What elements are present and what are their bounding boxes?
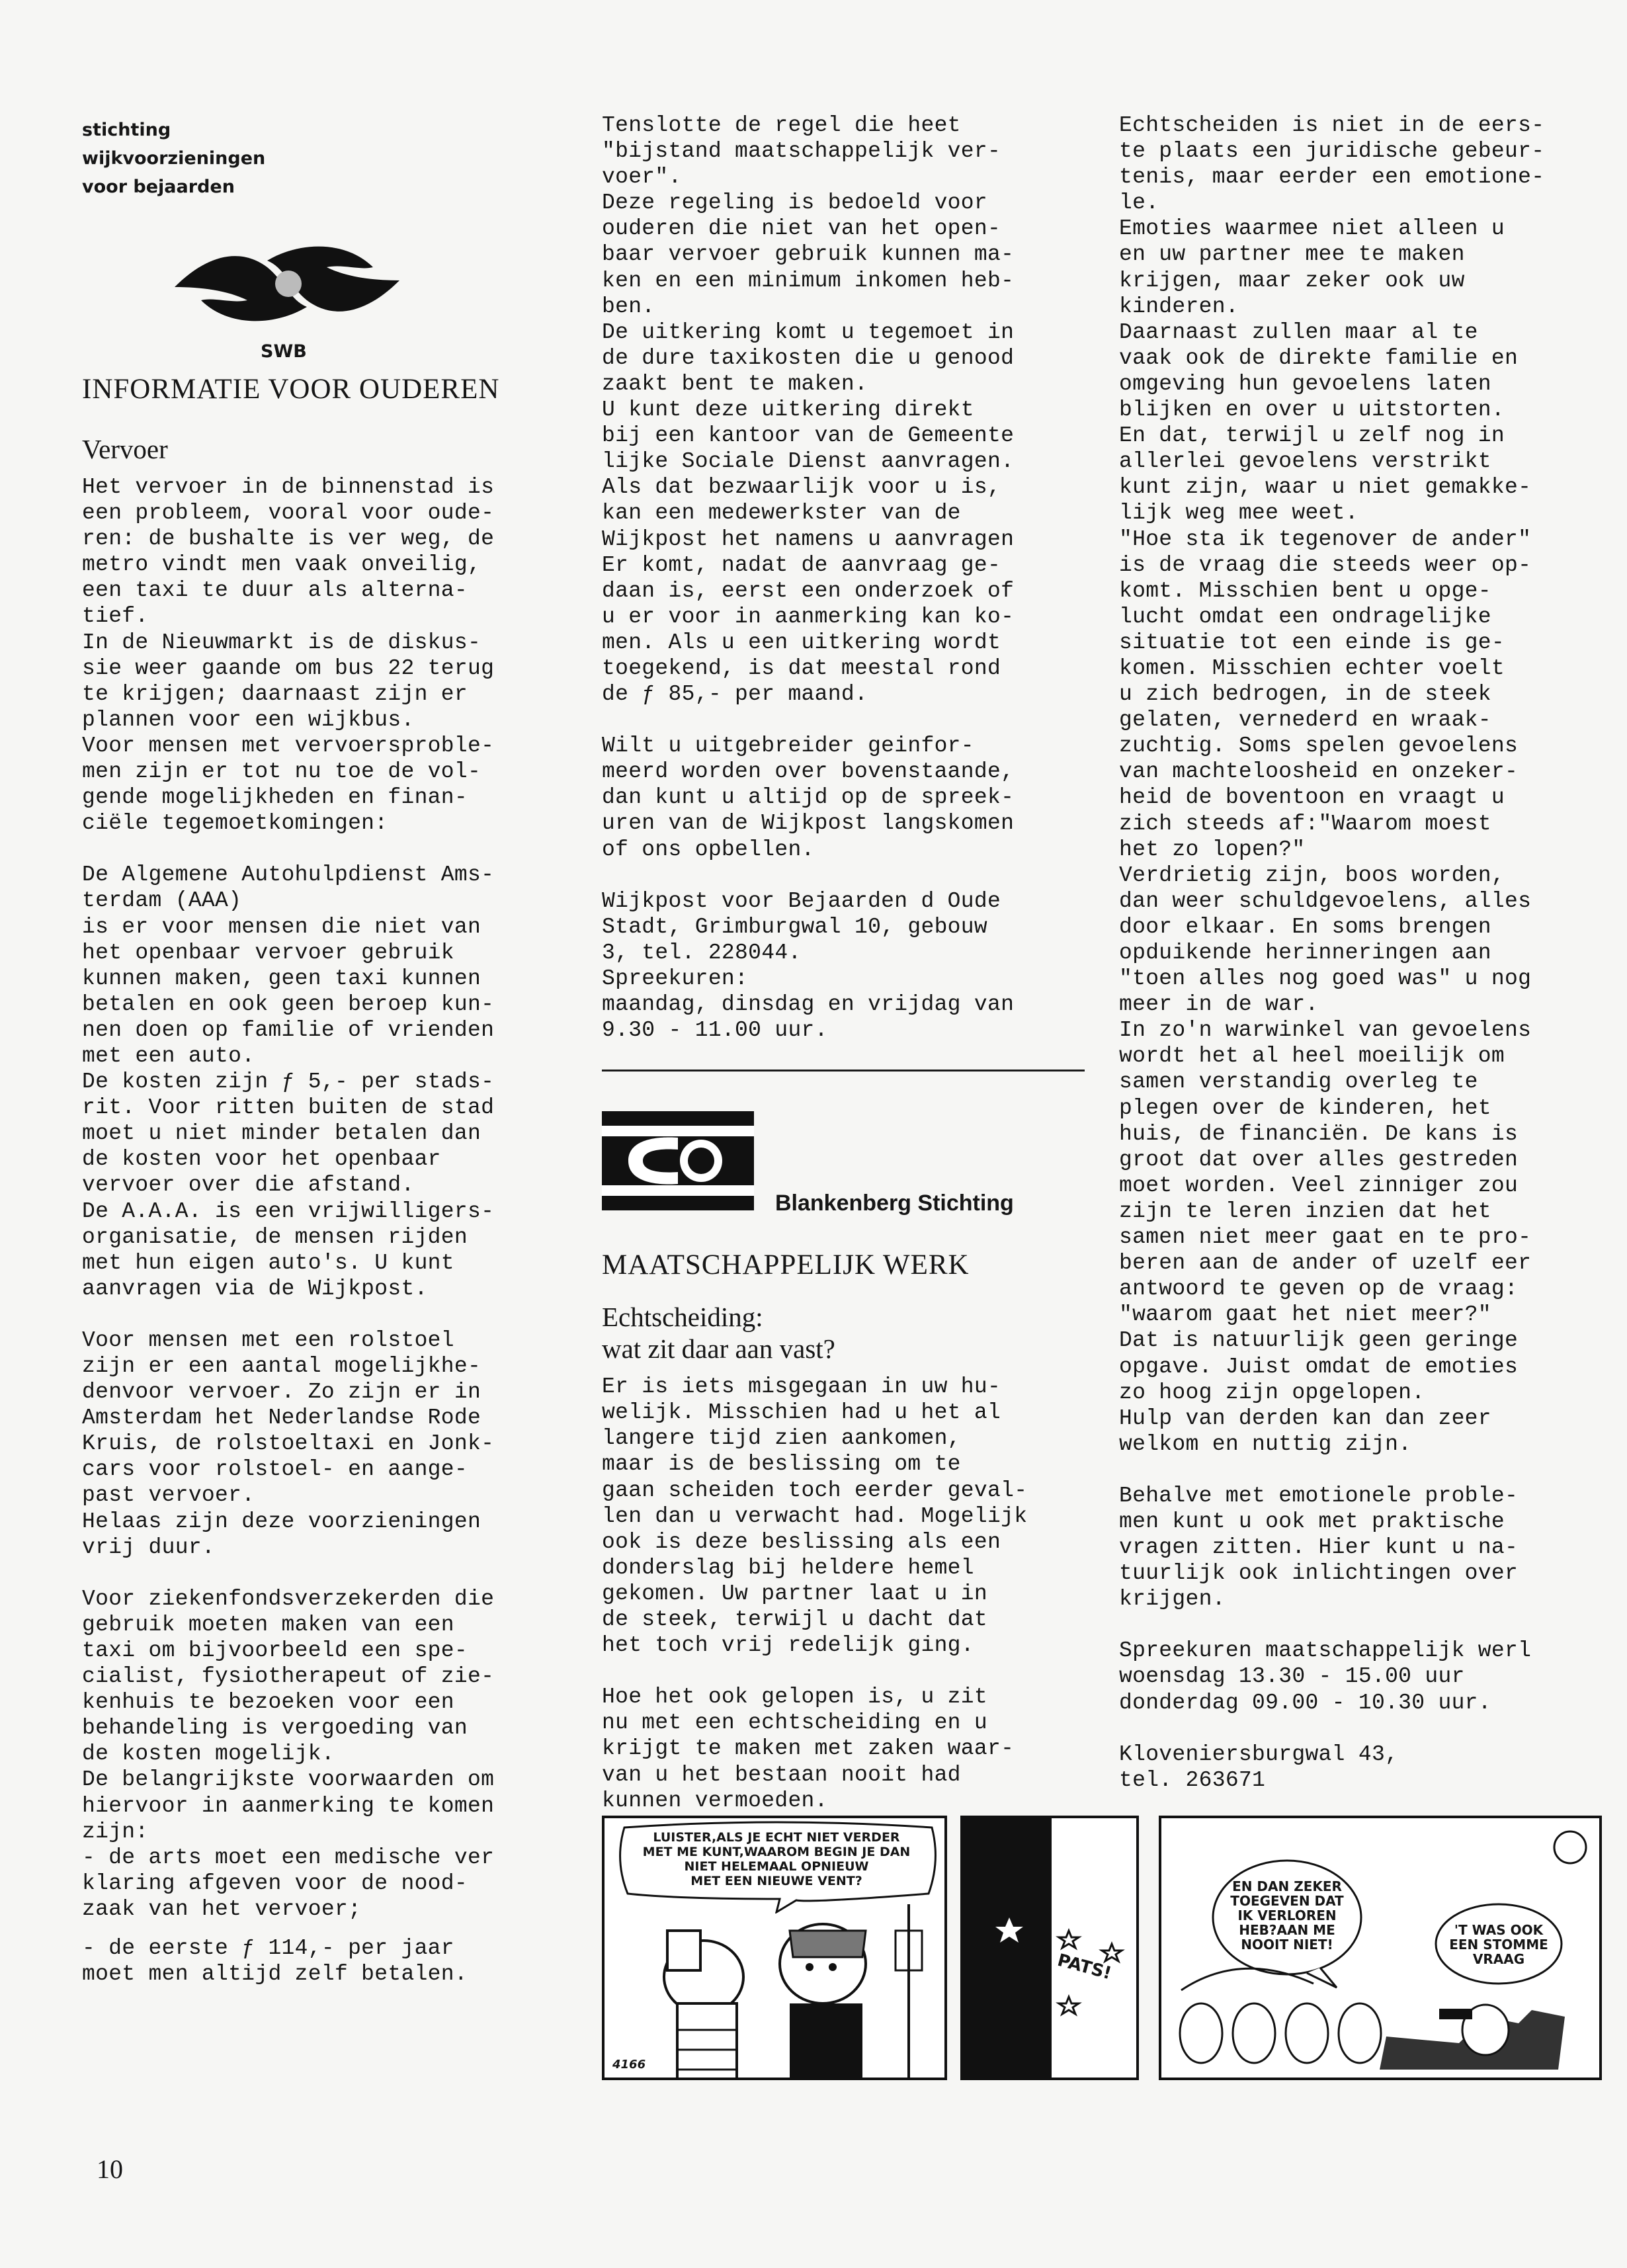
paragraph: Hoe het ook gelopen is, u zit nu met een echtscheiding en u krijgt te maken met zaken waar- van u het bestaan nooit had kunnen vermoeden. (602, 1685, 1015, 1813)
swb-logo-icon (168, 228, 406, 347)
stars-icon (963, 1818, 1139, 2080)
comic-characters-icon (605, 1904, 947, 2080)
column-2 (602, 112, 1085, 1814)
paragraph: De Algemene Autohulpdienst Ams- terdam (AAA) is er voor mensen die niet van het openbaar vervoer gebruik kunnen maken, geen taxi kunnen betalen en ook geen beroep kun- nen doen op familie of vrienden met een auto. De kosten zijn ƒ 5,- per stads- rit. Voor ritten buiten de stad moet u niet minder betalen dan de kosten voor het openbaar vervoer over die afstand. De A.A.A. is een vrijwilligers- organisatie, de mensen rijden met hun eigen auto's. U kunt aanvragen via de Wijkpost. (82, 862, 495, 1301)
paragraph: Wilt u uitgebreider geinfor- meerd worden over bovenstaande, dan kunt u altijd op de spreek- uren van de Wijkpost langskomen of ons opbellen. (602, 734, 1015, 862)
comic-balloon-3: 'T WAS OOK EEN STOMME VRAAG (1449, 1922, 1548, 1967)
paragraph: Het vervoer in de binnenstad is een probleem, vooral voor oude- ren: de bushalte is ver weg, de metro vindt men vaak onveilig, een taxi te duur als alterna- tief. In de Nieuwmarkt is de diskus- sie weer gaande om bus 22 terug te krijgen; daarnaast zijn er plannen voor een wijkbus. Voor mensen met vervoersproble- men zijn er tot nu toe de vol- gende mogelijkheden en finan- ciële tegemoetkomingen: (82, 475, 495, 836)
subheading-vervoer: Vervoer (82, 434, 168, 464)
comic-strip (602, 1816, 1602, 2081)
paragraph: Kloveniersburgwal 43, tel. 263671 (1119, 1742, 1399, 1792)
paragraph: Voor mensen met een rolstoel zijn er een aantal mogelijkhe- denvoor vervoer. Zo zijn er in Amsterdam het Nederlandse Rode Kruis, de rolstoeltaxi en Jonk- cars voor rolstoel- en aange- past vervoer. Helaas zijn deze voorzieningen vrij duur. (82, 1327, 495, 1560)
swb-logo-label: SWB (261, 341, 307, 362)
comic-panel-1 (602, 1816, 947, 2080)
comic-panel-3 (1159, 1816, 1602, 2080)
paragraph: Er is iets misgegaan in uw hu- welijk. Misschien had u het al langere tijd zien aankomen, maar is de beslissing om te gaan scheiden toch eerder geval- len dan u verwacht had. Mogelijk ook is deze beslissing als een donderslag bij heldere hemel gekomen. Uw partner laat u in de steek, terwijl u dacht dat het toch vrij redelijk ging. (602, 1374, 1028, 1658)
paragraph: Tenslotte de regel die heet "bijstand maatschappelijk ver- voer". Deze regeling is bedoeld voor ouderen die niet van het open- baar vervoer gebruik kunnen ma- ken en een minimum inkomen heb- ben. De uitkering komt u tegemoet in de dure taxikosten die u genood zaakt bent te maken. U kunt deze uitkering direkt bij een kantoor van de Gemeente lijke Sociale Dienst aanvragen. Als dat bezwaarlijk voor u is, kan een medewerkster van de Wijkpost het namens u aanvragen Er komt, nadat de aanvraag ge- daan is, eerst een onderzoek of u er voor in aanmerking kan ko- men. Als u een uitkering wordt toegekend, is dat meestal rond de ƒ 85,- per maand. (602, 113, 1015, 707)
paragraph: Spreekuren maatschappelijk werl woensdag 13.30 - 15.00 uur donderdag 09.00 - 10.30 uur. (1119, 1638, 1532, 1715)
paragraph: Voor ziekenfondsverzekerden die gebruik moeten maken van een taxi om bijvoorbeeld een spe- cialist, fysiotherapeut of zie- kenhuis te bezoeken voor een behandeling is vergoeding van de kosten mogelijk. De belangrijkste voorwaarden om hiervoor in aanmerking te komen zijn: - de arts moet een medische ver klaring afgeven voor de nood- zaak van het vervoer; (82, 1586, 495, 1921)
subheading-echtscheiding: Echtscheiding: wat zit daar aan vast? (602, 1302, 835, 1365)
comic-panel-2 (960, 1816, 1139, 2080)
swb-logo (82, 228, 565, 366)
paragraph: - de eerste ƒ 114,- per jaar moet men altijd zelf betalen. (82, 1935, 468, 1987)
comic-balloon-2: EN DAN ZEKER TOEGEVEN DAT IK VERLOREN HEB?AAN ME NOOIT NIET! (1230, 1878, 1344, 1953)
column-1 (82, 112, 565, 1987)
paragraph: Echtscheiden is niet in de eers- te plaats een juridische gebeur- tenis, maar eerder een emotione- le. Emoties waarmee niet alleen u en uw partner mee te maken krijgen, maar zeker ook uw kinderen. Daarnaast zullen maar al te vaak ook de direkte familie en omgeving hun gevoelens laten blijken en over u uitstorten. En dat, terwijl u zelf nog in allerlei gevoelens verstrikt kunt zijn, waar u niet gemakke- lijk weg mee weet. "Hoe sta ik tegenover de ander" is de vraag die steeds weer op- komt. Misschien bent u opge- lucht omdat een ondragelijke situatie tot een einde is ge- komen. Misschien echter voelt u zich bedrogen, in de steek gelaten, vernederd en wraak- zuchtig. Soms spelen gevoelens van machteloosheid en onzeker- heid de boventoon en vraagt u zich steeds af:"Waarom moest het zo lopen?" Verdrietig zijn, boos worden, dan weer schuldgevoelens, alles door elkaar. En soms brengen opduikende herinneringen aan "toen alles nog goed was" u nog meer in de war. In zo'n warwinkel van gevoelens wordt het al heel moeilijk om samen verstandig overleg te plegen over de kinderen, het huis, de financiën. De kans is groot dat over alles gestreden moet worden. Veel zinniger zou zijn te leren inzien dat het samen niet meer gaat en te pro- beren aan de ander of uzelf eer antwoord te geven op de vraag: "waarom gaat het niet meer?" Dat is natuurlijk geen geringe opgave. Juist omdat de emoties zo hoog zijn opgelopen. Hulp van derden kan dan zeer welkom en nuttig zijn. (1119, 113, 1545, 1456)
paragraph: Wijkpost voor Bejaarden d Oude Stadt, Grimburgwal 10, gebouw 3, tel. 228044. Spreekuren: maandag, dinsdag en vrijdag van 9.30 - 11.00 uur. (602, 888, 1015, 1043)
page-number: 10 (97, 2154, 123, 2184)
comic-sound: PATS! (1055, 1950, 1114, 1984)
section-title-maatschappelijk: MAATSCHAPPELIJK WERK (602, 1249, 970, 1281)
comic-balloon-1: LUISTER,ALS JE ECHT NIET VERDER MET ME KUNT,WAAROM BEGIN JE DAN NIET HELEMAAL OPNIEUW MET EEN NIEUWE VENT? (642, 1830, 911, 1888)
comic-code: 4166 (612, 2058, 646, 2072)
blankenberg-logo-block (602, 1111, 1085, 1224)
column-3 (1119, 112, 1602, 1793)
comic-scene-icon (1161, 1818, 1602, 2080)
section-title-informatie: INFORMATIE VOOR OUDEREN (82, 374, 500, 405)
divider (602, 1070, 1085, 1071)
blankenberg-logo-icon (602, 1111, 754, 1210)
org-name-swb: stichting wijkvoorzieningen voor bejaarden (82, 120, 266, 197)
org-name-blankenberg: Blankenberg Stichting (775, 1191, 1014, 1216)
paragraph: Behalve met emotionele proble- men kunt u ook met praktische vragen zitten. Hier kunt u na- tuurlijk ook inlichtingen over krijgen. (1119, 1483, 1519, 1612)
